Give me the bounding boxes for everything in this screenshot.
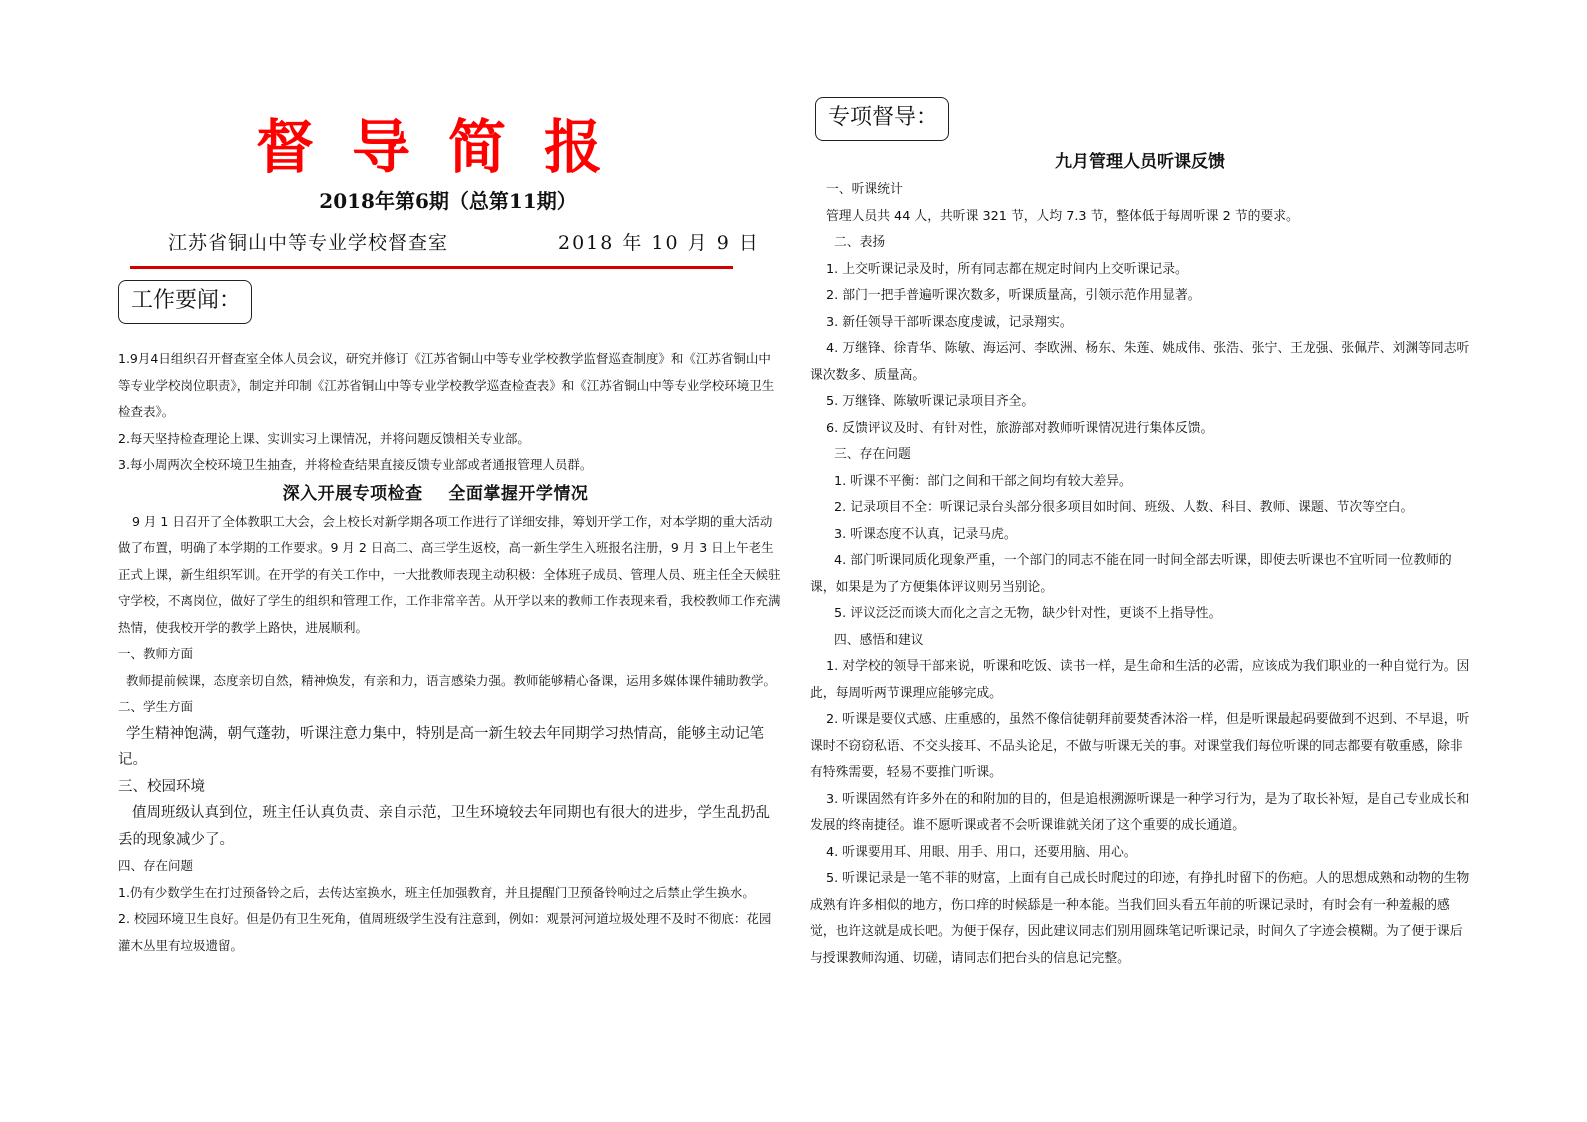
issue-number: 2018年第6期（总第11期） xyxy=(319,189,577,213)
problem-item: 4. 部门听课同质化现象严重，一个部门的同志不能在同一时间全部去听课，即使去听课也不宜听同一位教师的课，如果是为了方便集体评议则另当别论。 xyxy=(810,553,1452,595)
section-label-work-news: 工作要闻： xyxy=(118,280,252,324)
praise-item: 3. 新任领导干部听课态度虔诚，记录翔实。 xyxy=(826,314,1073,330)
problem-item: 5. 评议泛泛而谈大而化之言之无物，缺少针对性，更谈不上指导性。 xyxy=(834,606,1222,621)
right-body xyxy=(810,147,1470,972)
section-heading: 二、表扬 xyxy=(834,235,886,250)
section-heading: 一、教师方面 xyxy=(118,646,194,661)
section-heading: 一、听课统计 xyxy=(826,182,903,197)
advice-item: 5. 听课记录是一笔不菲的财富，上面有自己成长时爬过的印迹，有挣扎时留下的伤疤。人的思想成熟和动物的生物成熟有许多相似的地方，伤口痒的时候舔是一种本能。当我们回头看五年前的听课记录时，有时会有一种羞赧的感觉，也许这就是成长吧。为便于保存，因此建议同志们别用圆珠笔记听课记录，时间久了字迹会模糊。为了便于课后与授课教师沟通、切磋，请同志们把台头的信息记完整。 xyxy=(810,871,1470,966)
problem-item: 2. 记录项目不全：听课记录台头部分很多项目如时间、班级、人数、科目、教师、课题、节次等空白。 xyxy=(834,500,1414,515)
news-item: 1.9月4日组织召开督查室全体人员会议，研究并修订《江苏省铜山中等专业学校教学监督巡查制度》和《江苏省铜山中等专业学校岗位职责》，制定并印制《江苏省铜山中等专业学校教学巡查检查表》和《江苏省铜山中等专业学校环境卫生检查表》。 xyxy=(118,351,775,419)
section-heading: 四、感悟和建议 xyxy=(834,632,924,648)
advice-item: 1. 对学校的领导干部来说，听课和吃饭、读书一样，是生命和生活的必需，应该成为我们职业的一种自觉行为。因此，每周听两节课理应能够完成。 xyxy=(810,659,1470,701)
article-title: 深入开展专项检查 全面掌握开学情况 xyxy=(282,483,589,504)
publish-date: 2018 年 10 月 9 日 xyxy=(558,232,760,254)
organization-name: 江苏省铜山中等专业学校督查室 xyxy=(168,232,449,254)
praise-item: 4. 万继锋、徐青华、陈敏、海运河、李欧洲、杨东、朱莲、姚成伟、张浩、张宁、王龙强、张佩芹、刘渊等同志听课次数多、质量高。 xyxy=(810,341,1470,383)
red-divider xyxy=(130,266,733,269)
problem-item: 1.仍有少数学生在打过预备铃之后，去传达室换水，班主任加强教育，并且提醒门卫预备铃响过之后禁止学生换水。 xyxy=(118,884,755,900)
news-item: 3.每小周两次全校环境卫生抽查，并将检查结果直接反馈专业部或者通报管理人员群。 xyxy=(118,457,593,472)
advice-item: 3. 听课固然有许多外在的和附加的目的，但是追根溯源听课是一种学习行为，是为了取长补短，是自己专业成长和发展的终南捷径。谁不愿听课或者不会听课谁就关闭了这个重要的成长通道。 xyxy=(810,791,1470,833)
news-item: 2.每天坚持检查理论上课、实训实习上课情况，并将问题反馈相关专业部。 xyxy=(118,430,530,446)
masthead-title: 督导简报 xyxy=(255,113,640,181)
problem-item: 1. 听课不平衡：部门之间和干部之间均有较大差异。 xyxy=(834,473,1132,489)
section-heading: 三、校园环境 xyxy=(118,778,205,795)
left-body xyxy=(118,346,783,959)
section-text: 学生精神饱满，朝气蓬勃，听课注意力集中，特别是高一新生较去年同期学习热情高，能够主动记笔记。 xyxy=(118,725,764,768)
section-text: 教师提前候课，态度亲切自然，精神焕发，有亲和力，语言感染力强。教师能够精心备课，运用多媒体课件辅助教学。 xyxy=(126,672,777,688)
feedback-title: 九月管理人员听课反馈 xyxy=(1055,152,1225,172)
section-heading: 二、学生方面 xyxy=(118,699,194,714)
section-label-special-supervision: 专项督导： xyxy=(815,97,949,141)
section-text: 值周班级认真到位，班主任认真负责、亲自示范，卫生环境较去年同期也有很大的进步，学生乱扔乱丢的现象减少了。 xyxy=(118,805,770,848)
problem-item: 3. 听课态度不认真，记录马虎。 xyxy=(834,526,1017,542)
article-intro: 9 月 1 日召开了全体教职工大会，会上校长对新学期各项工作进行了详细安排，筹划开学工作，对本学期的重大活动做了布置，明确了本学期的工作要求。9 月 2 日高二、高三学生返校，高一新生学生入班报名注册，9 月 3 日上午老生正式上课，新生组织军训。在开学的有关工作中，一大批教师表现主动积极：全体班子成员、管理人员、班主任全天候驻守学校，不离岗位，做好了学生的组织和管理工作，工作非常辛苦。从开学以来的教师工作表现来看，我校教师工作充满热情，使我校开学的教学上路快，进展顺利。 xyxy=(118,513,781,635)
stat-text: 管理人员共 44 人，共听课 321 节，人均 7.3 节，整体低于每周听课 2 节的要求。 xyxy=(826,208,1299,224)
advice-item: 2. 听课是要仪式感、庄重感的，虽然不像信徒朝拜前要焚香沐浴一样，但是听课最起码要做到不迟到、不早退，听课时不窃窃私语、不交头接耳、不品头论足，不做与听课无关的事。对课堂我们每位听课的同志都要有敬重感，除非有特殊需要，轻易不要推门听课。 xyxy=(810,712,1470,780)
praise-item: 6. 反馈评议及时、有针对性，旅游部对教师听课情况进行集体反馈。 xyxy=(826,420,1214,436)
section-heading: 四、存在问题 xyxy=(118,858,194,873)
praise-item: 2. 部门一把手普遍听课次数多，听课质量高，引领示范作用显著。 xyxy=(826,288,1201,303)
advice-item: 4. 听课要用耳、用眼、用手、用口，还要用脑、用心。 xyxy=(826,844,1137,860)
problem-item: 2. 校园环境卫生良好。但是仍有卫生死角，值周班级学生没有注意到，例如：观景河河道垃圾处理不及时不彻底：花园灌木丛里有垃圾遗留。 xyxy=(118,911,772,953)
praise-item: 1. 上交听课记录及时，所有同志都在规定时间内上交听课记录。 xyxy=(826,261,1188,277)
section-heading: 三、存在问题 xyxy=(834,447,911,462)
praise-item: 5. 万继锋、陈敏听课记录项目齐全。 xyxy=(826,394,1035,409)
